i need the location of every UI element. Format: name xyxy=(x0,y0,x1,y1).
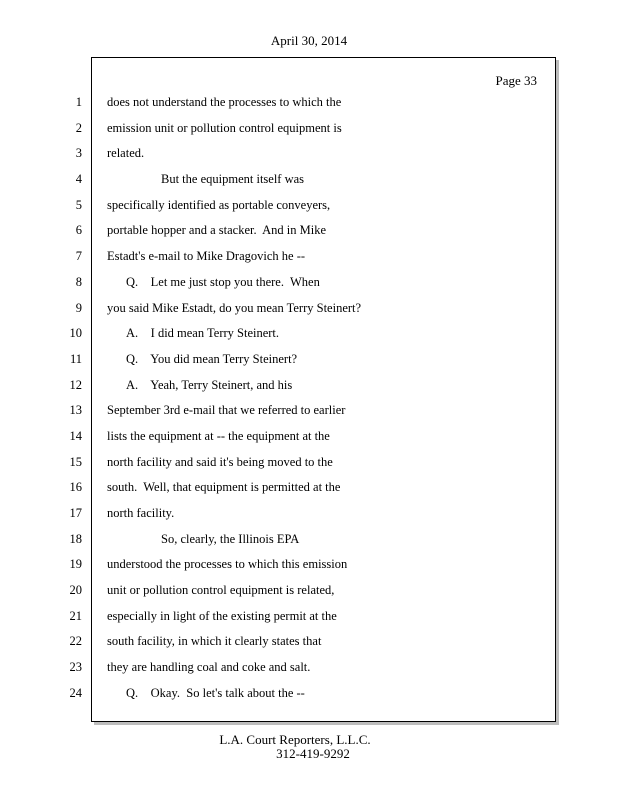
line-number: 8 xyxy=(75,274,82,289)
transcript-line: A. I did mean Terry Steinert. xyxy=(126,326,280,341)
transcript-line: September 3rd e-mail that we referred to earlier xyxy=(107,403,346,418)
transcript-line: specifically identified as portable conveyers, xyxy=(107,197,331,212)
page-number: Page 33 xyxy=(495,73,537,88)
footer xyxy=(0,733,618,761)
line-number: 17 xyxy=(69,506,82,520)
line-number: 14 xyxy=(69,428,82,443)
line-number: 19 xyxy=(69,557,82,572)
line-number: 6 xyxy=(75,223,82,238)
line-number: 16 xyxy=(69,480,82,495)
line-number: 10 xyxy=(69,326,82,341)
transcript-line: especially in light of the existing permit at the xyxy=(107,608,337,623)
transcript-line: understood the processes to which this emission xyxy=(107,557,348,572)
line-number: 2 xyxy=(75,120,82,135)
line-number: 4 xyxy=(75,172,82,187)
transcript-line: But the equipment itself was xyxy=(161,172,305,187)
transcript-line: south facility, in which it clearly states that xyxy=(107,634,322,649)
transcript-line: does not understand the processes to which the xyxy=(107,95,342,109)
line-number: 15 xyxy=(69,454,82,469)
line-number: 11 xyxy=(69,351,82,366)
line-number: 22 xyxy=(69,634,82,649)
line-number: 5 xyxy=(75,197,82,212)
line-number: 24 xyxy=(69,685,82,700)
line-number-column xyxy=(64,90,82,707)
line-number: 1 xyxy=(75,95,82,109)
transcript-line: emission unit or pollution control equipment is xyxy=(107,120,342,135)
transcript-line: Estadt's e-mail to Mike Dragovich he -- xyxy=(107,249,306,264)
transcript-line: they are handling coal and coke and salt. xyxy=(107,660,311,675)
transcript-line: Q. Okay. So let's talk about the -- xyxy=(126,685,305,700)
line-number: 20 xyxy=(69,583,82,598)
transcript-line: Q. You did mean Terry Steinert? xyxy=(126,351,298,366)
transcript-line: portable hopper and a stacker. And in Mike xyxy=(107,223,327,238)
line-number: 3 xyxy=(75,146,82,161)
transcript-line: related. xyxy=(107,146,145,161)
transcript-line: south. Well, that equipment is permitted at the xyxy=(107,480,341,495)
transcript-line: you said Mike Estadt, do you mean Terry Steinert? xyxy=(107,300,362,315)
header-date: April 30, 2014 xyxy=(270,33,348,48)
transcript-line: lists the equipment at -- the equipment at the xyxy=(107,428,330,443)
line-number: 9 xyxy=(75,300,82,315)
transcript-line: A. Yeah, Terry Steinert, and his xyxy=(126,377,293,392)
transcript-line: So, clearly, the Illinois EPA xyxy=(161,531,300,546)
line-number: 13 xyxy=(69,403,82,418)
footer-phone: 312-419-9292 xyxy=(276,746,350,761)
transcript-line: north facility. xyxy=(107,506,175,520)
transcript-text xyxy=(107,90,547,707)
footer-company: L.A. Court Reporters, L.L.C. xyxy=(219,732,371,747)
transcript-line: Q. Let me just stop you there. When xyxy=(126,274,320,289)
line-number: 12 xyxy=(69,377,82,392)
transcript-line: unit or pollution control equipment is related, xyxy=(107,583,335,598)
line-number: 7 xyxy=(75,249,82,264)
line-number: 18 xyxy=(69,531,82,546)
transcript-line: north facility and said it's being moved to the xyxy=(107,454,333,469)
line-number: 21 xyxy=(69,608,82,623)
line-number: 23 xyxy=(69,660,82,675)
